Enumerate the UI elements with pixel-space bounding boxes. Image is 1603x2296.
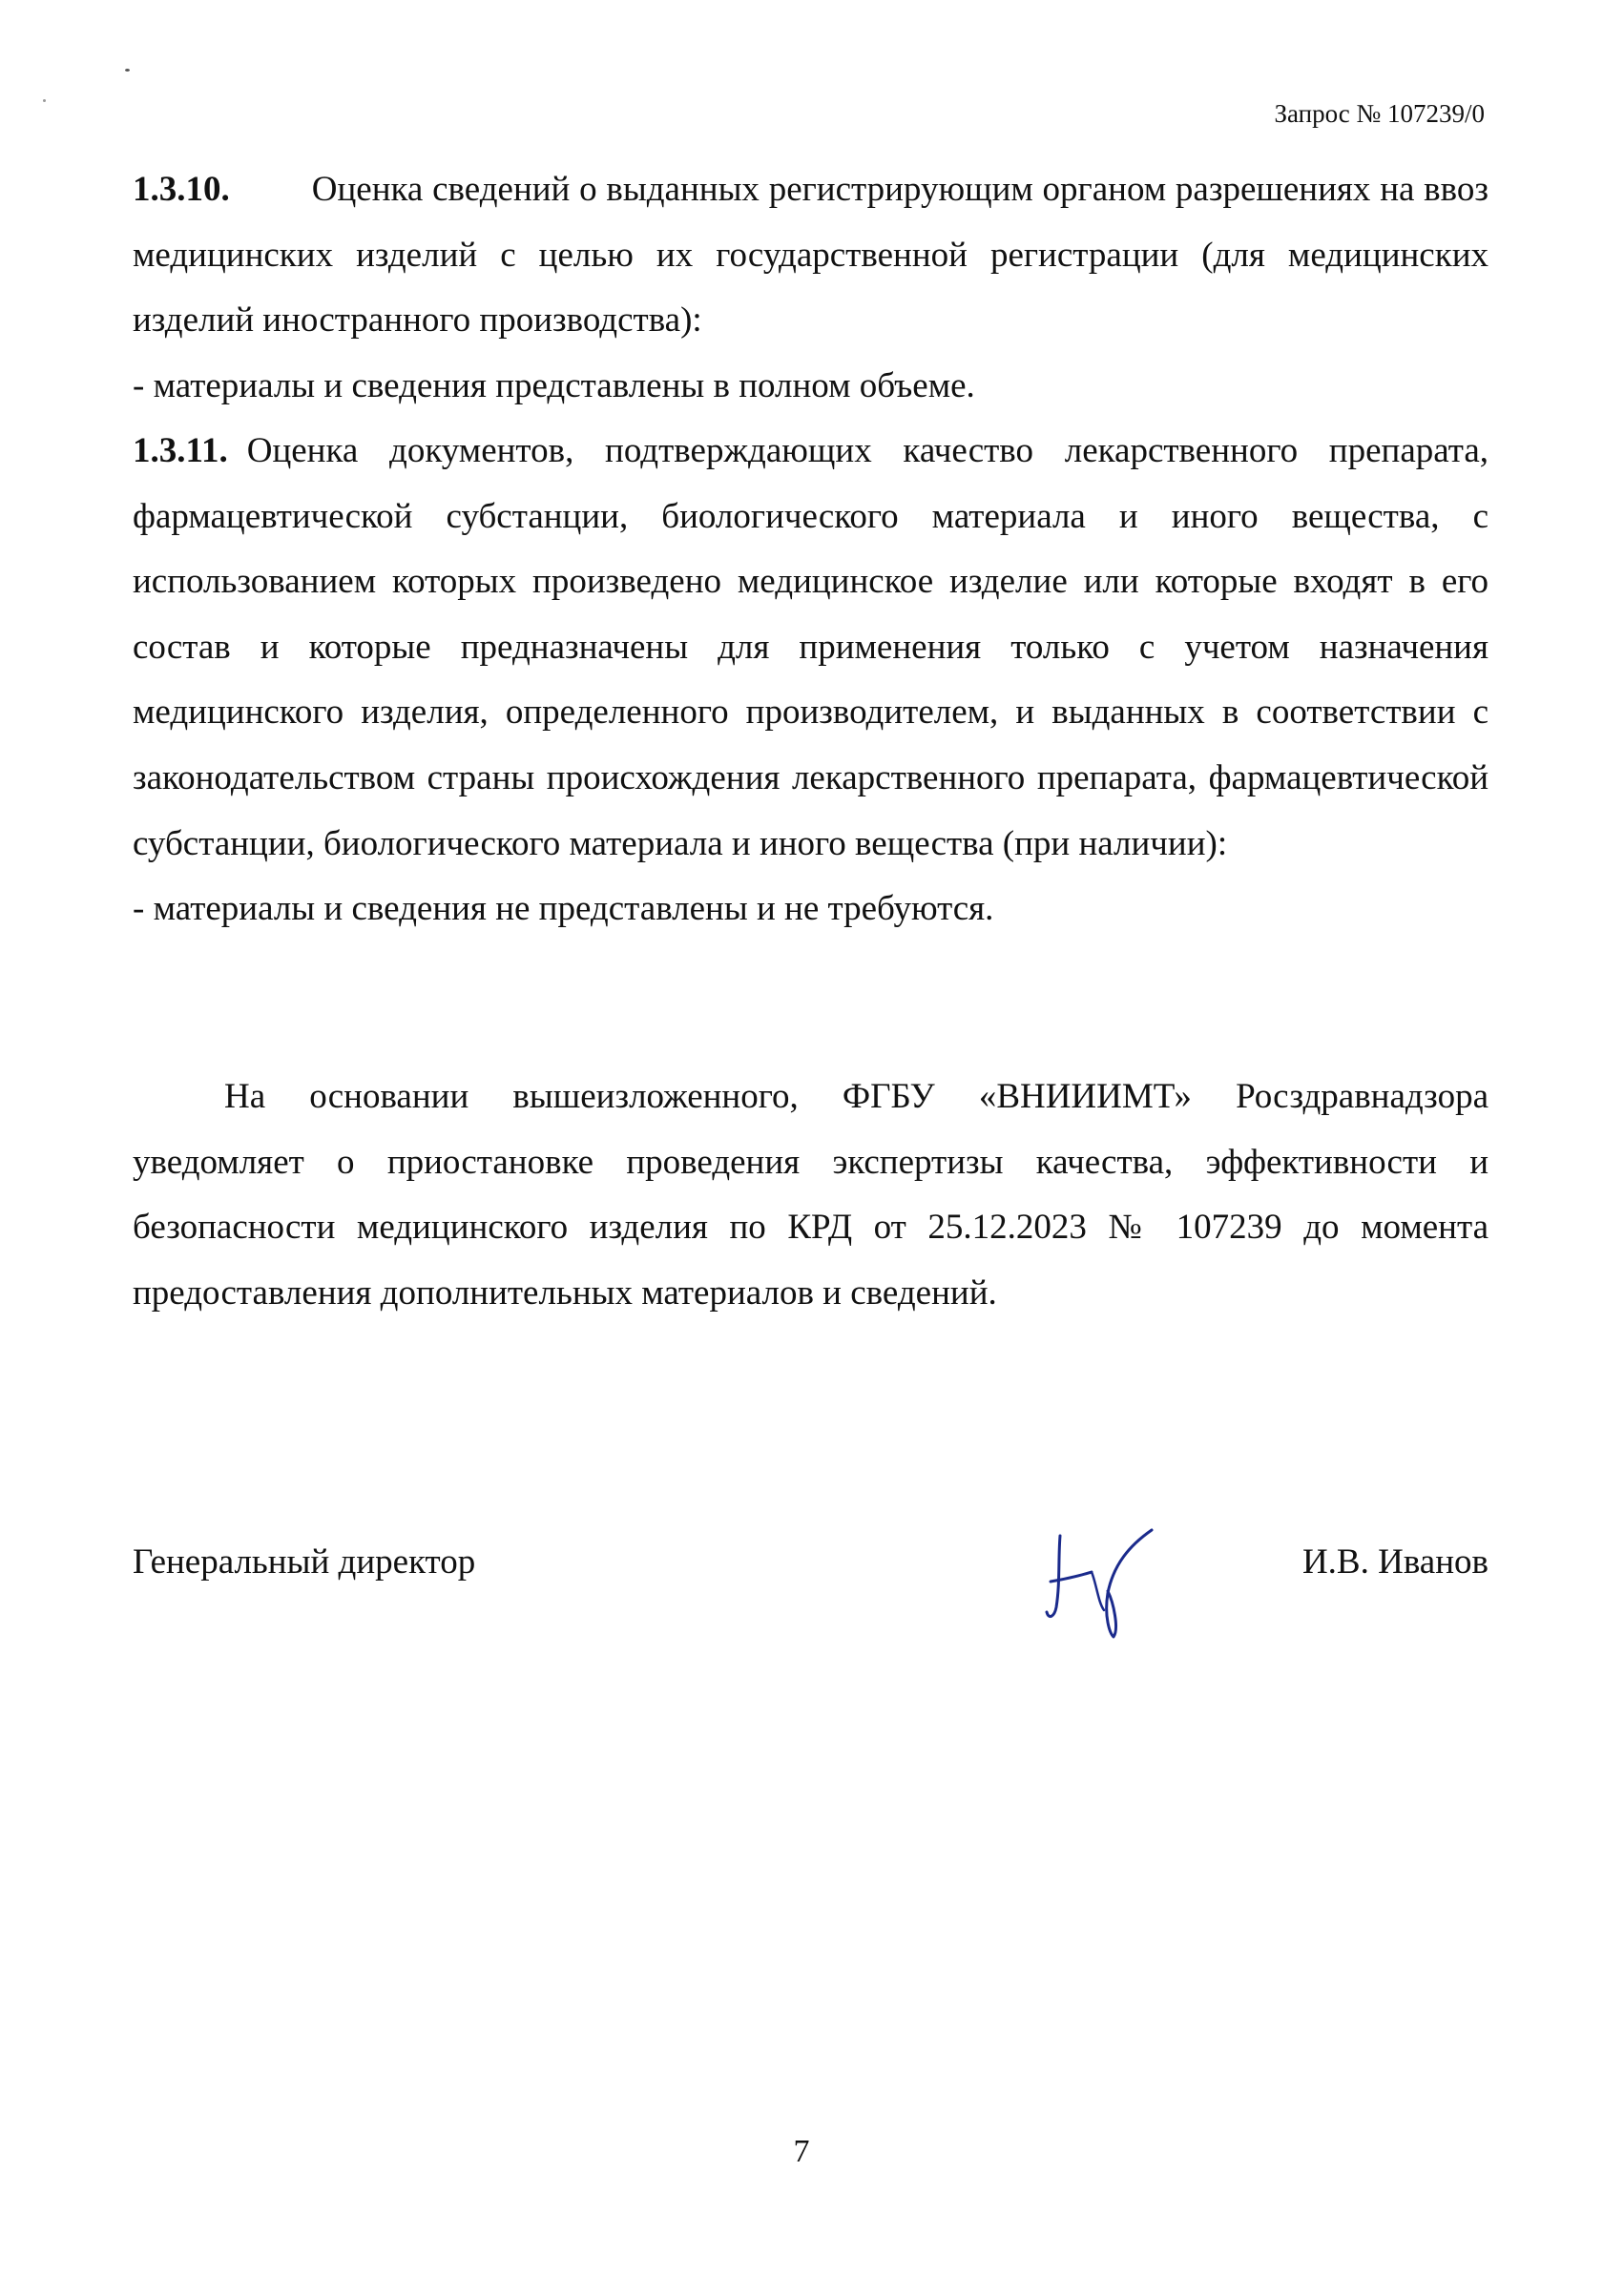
- handwritten-signature: [1039, 1526, 1163, 1641]
- section-1-3-11-paragraph: [133, 419, 1488, 877]
- section-1-3-11: [133, 419, 1488, 942]
- section-1-3-10-paragraph: [133, 157, 1488, 354]
- scan-speck: [43, 99, 46, 102]
- section-text: Оценка документов, подтверждающих качество лекарственного препарата, фармацевтической субстанции, биологического материала и иного вещества, с использованием которых произведено медицинское изделие или которые входят в его состав и которые предназначены для применения только с учетом назначения медицинского изделия, определенного производителем, и выданных в соответствии с законодательством страны происхождения лекарственного препарата, фармацевтической субстанции, биологического материала и иного вещества (при наличии):: [133, 431, 1488, 863]
- page-number: 7: [793, 2134, 810, 2169]
- section-result: - материалы и сведения не представлены и не требуются.: [133, 889, 994, 929]
- request-reference: Запрос № 107239/0: [1274, 99, 1485, 128]
- signature-block: [133, 1526, 1488, 1641]
- conclusion: [133, 1065, 1488, 1326]
- section-number: 1.3.10.: [133, 170, 230, 209]
- section-number: 1.3.11.: [133, 431, 228, 470]
- section-text: Оценка сведений о выданных регистрирующим органом разрешениях на ввоз медицинских изделий с целью их государственной регистрации (для медицинских изделий иностранного производства):: [133, 170, 1488, 341]
- section-1-3-10: [133, 157, 1488, 419]
- signatory-name: И.В. Иванов: [1301, 1542, 1488, 1582]
- signatory-position: Генеральный директор: [133, 1542, 476, 1582]
- conclusion-paragraph: На основании вышеизложенного, ФГБУ «ВНИИИМТ» Росздравнадзора уведомляет о приостановке проведения экспертизы качества, эффективности и безопасности медицинского изделия по КРД от 25.12.2023 № 107239 до момента предоставления дополнительных материалов и сведений.: [133, 1077, 1488, 1313]
- section-result: - материалы и сведения представлены в полном объеме.: [133, 365, 975, 405]
- scan-speck: [125, 69, 130, 72]
